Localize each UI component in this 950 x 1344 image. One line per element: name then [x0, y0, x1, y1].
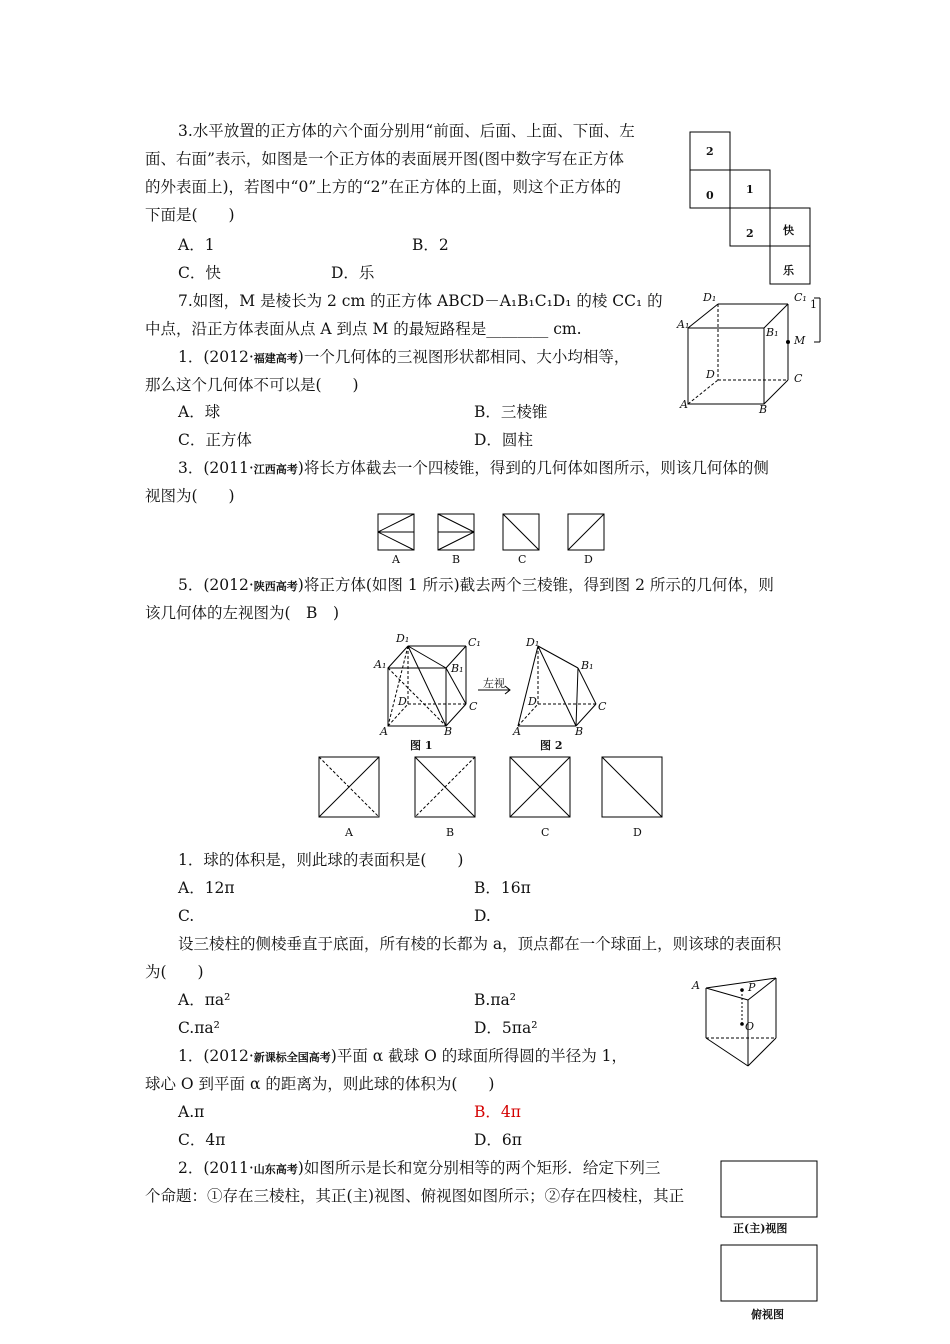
q1-fujian-option-a: A．球 [178, 403, 221, 421]
q-prism-option-b: B.πa² [474, 991, 516, 1009]
q1-xkb-option-a: A.π [178, 1103, 205, 1121]
fig1-label-c1: C₁ [468, 636, 481, 649]
q-prism-option-d: D．5πa² [474, 1019, 538, 1037]
fig2-label-a: A [513, 725, 521, 738]
front-view-caption: 正(主)视图 [733, 1222, 788, 1235]
q1-sphere-line1: 1．球的体积是，则此球的表面积是( ) [178, 851, 464, 869]
q2-sd-line1 [178, 1154, 660, 1184]
q1-sphere-option-d: D. [474, 907, 491, 925]
cube-figure [680, 292, 830, 422]
jiangxi-choice-d: D [584, 553, 593, 566]
q1-xkb-line2: 球心 O 到平面 α 的距离为，则此球的体积为( ) [145, 1075, 495, 1093]
jiangxi-choice-b: B [452, 553, 461, 566]
arrow-label: 左视 [483, 677, 505, 690]
q3-line3: 的外表面上)，若图中“0”上方的“2”在正方体的上面，则这个正方体的 [145, 178, 621, 196]
q2-sd-rest: )如图所示是长和宽分别相等的两个矩形．给定下列三 [297, 1159, 661, 1177]
cube-label-c1: C₁ [794, 291, 807, 304]
q1-xkb-line1 [178, 1042, 627, 1072]
q1-xkb-option-d: D．6π [474, 1131, 522, 1149]
q3-line1: 3.水平放置的正方体的六个面分别用“前面、后面、上面、下面、左 [178, 122, 635, 140]
q-prism-option-a: A．πa² [178, 991, 231, 1009]
fig1-label-a: A [380, 725, 388, 738]
q2-sd-tag: 山东高考 [253, 1163, 298, 1176]
jiangxi-choice-c: C [518, 553, 527, 566]
q1-sphere-option-b: B．16π [474, 879, 531, 897]
fig1-label-c: C [469, 700, 478, 713]
shaanxi-choice-d: D [633, 826, 642, 839]
fig1-label-a1: A₁ [374, 658, 387, 671]
q7-line1: 7.如图，M 是棱长为 2 cm 的正方体 ABCD－A₁B₁C₁D₁ 的棱 CC₁ 的 [178, 292, 663, 310]
q3-jiangxi-tag: 江西高考 [253, 463, 298, 476]
q1-fujian-option-d: D．圆柱 [474, 431, 533, 449]
q1-sphere-option-a: A．12π [178, 879, 235, 897]
jiangxi-choices-figure [378, 514, 608, 554]
q-prism-option-c: C.πa² [178, 1019, 220, 1037]
cube-label-d: D [706, 368, 715, 381]
q1-fujian-rest: )一个几何体的三视图形状都相同、大小均相等， [297, 348, 630, 366]
q5-shaanxi-tag: 陕西高考 [253, 580, 298, 593]
fig2-caption: 图 2 [540, 739, 563, 752]
cube-label-d1: D₁ [703, 291, 717, 304]
cube-label-b1: B₁ [766, 326, 779, 339]
q2-sd-prefix: 2．(2011· [178, 1159, 254, 1177]
fig2-label-c: C [598, 700, 607, 713]
q1-fujian-line2: 那么这个几何体不可以是( ) [145, 376, 359, 394]
q1-fujian-prefix: 1．(2012· [178, 348, 254, 366]
net-cell-3: 2 [746, 227, 754, 240]
shaanxi-choice-b: B [446, 826, 455, 839]
net-cell-0: 2 [706, 145, 714, 158]
q5-shaanxi-line2: 该几何体的左视图为( B ) [145, 604, 339, 622]
q3-jiangxi-prefix: 3．(2011· [178, 459, 254, 477]
net-cell-1: 0 [706, 189, 714, 202]
q3-line2: 面、右面”表示，如图是一个正方体的表面展开图(图中数字写在正方体 [145, 150, 624, 168]
q3-jiangxi-rest: )将长方体截去一个四棱锥，得到的几何体如图所示，则该几何体的侧 [297, 459, 769, 477]
q1-fujian-line1 [178, 343, 629, 373]
net-cell-4: 快 [783, 224, 794, 237]
q1-fujian-option-c: C．正方体 [178, 431, 252, 449]
shaanxi-choice-a: A [345, 826, 353, 839]
net-cell-2: 1 [746, 183, 754, 196]
q-prism-line2: 为( ) [145, 963, 204, 981]
shaanxi-figures [370, 632, 630, 752]
prism-label-o: O [745, 1020, 755, 1033]
q7-line2: 中点，沿正方体表面从点 A 到点 M 的最短路程是________ cm. [145, 320, 582, 338]
fig1-label-b1: B₁ [451, 662, 464, 675]
fig2-label-d: D [528, 695, 537, 708]
fig1-label-d1: D₁ [396, 632, 410, 645]
q1-xkb-rest: )平面 α 截球 O 的球面所得圆的半径为 1， [330, 1047, 628, 1065]
fig2-label-b1: B₁ [581, 659, 594, 672]
fig1-label-b: B [444, 725, 453, 738]
cube-label-b: B [759, 403, 768, 416]
cube-label-m: M [794, 334, 806, 347]
q5-shaanxi-rest: )将正方体(如图 1 所示)截去两个三棱锥，得到图 2 所示的几何体，则 [297, 576, 774, 594]
q1-fujian-option-b: B．三棱锥 [474, 403, 548, 421]
net-cell-5: 乐 [783, 264, 794, 277]
q3-jiangxi-line1 [178, 454, 769, 484]
shaanxi-choice-c: C [541, 826, 550, 839]
q1-xkb-option-c: C．4π [178, 1131, 226, 1149]
q1-fujian-tag: 福建高考 [253, 352, 298, 365]
q1-xkb-tag: 新课标全国高考 [253, 1051, 331, 1064]
fig2-label-b: B [575, 725, 584, 738]
prism-figure [694, 976, 784, 1070]
q3-option-c: C．快 [178, 264, 221, 282]
prism-label-a: A [692, 979, 700, 992]
cube-label-a: A [680, 398, 688, 411]
fig2-label-d1: D₁ [526, 636, 540, 649]
q2-sd-line2: 个命题：①存在三棱柱，其正(主)视图、俯视图如图所示；②存在四棱柱，其正 [145, 1187, 685, 1205]
q1-sphere-option-c: C. [178, 907, 195, 925]
prism-label-p: P [748, 981, 756, 994]
shaanxi-choices-figure [319, 757, 664, 821]
fig1-caption: 图 1 [410, 739, 433, 752]
q3-line4: 下面是( ) [145, 206, 235, 224]
q3-jiangxi-line2: 视图为( ) [145, 487, 235, 505]
q5-shaanxi-line1 [178, 571, 774, 601]
q1-xkb-prefix: 1．(2012· [178, 1047, 254, 1065]
jiangxi-choice-a: A [392, 553, 400, 566]
q3-option-b: B．2 [412, 236, 449, 254]
fig1-label-d: D [398, 695, 407, 708]
q5-shaanxi-prefix: 5．(2012· [178, 576, 254, 594]
q3-option-a: A．1 [178, 236, 215, 254]
cube-label-1: 1 [810, 298, 817, 311]
cube-label-a1: A₁ [677, 318, 690, 331]
cube-label-c: C [794, 372, 803, 385]
q1-xkb-option-b: B．4π [474, 1103, 521, 1121]
top-view-caption: 俯视图 [751, 1308, 784, 1321]
q3-option-d: D．乐 [331, 264, 375, 282]
q-prism-line1: 设三棱柱的侧棱垂直于底面，所有棱的长都为 a，顶点都在一个球面上，则该球的表面积 [178, 935, 782, 953]
